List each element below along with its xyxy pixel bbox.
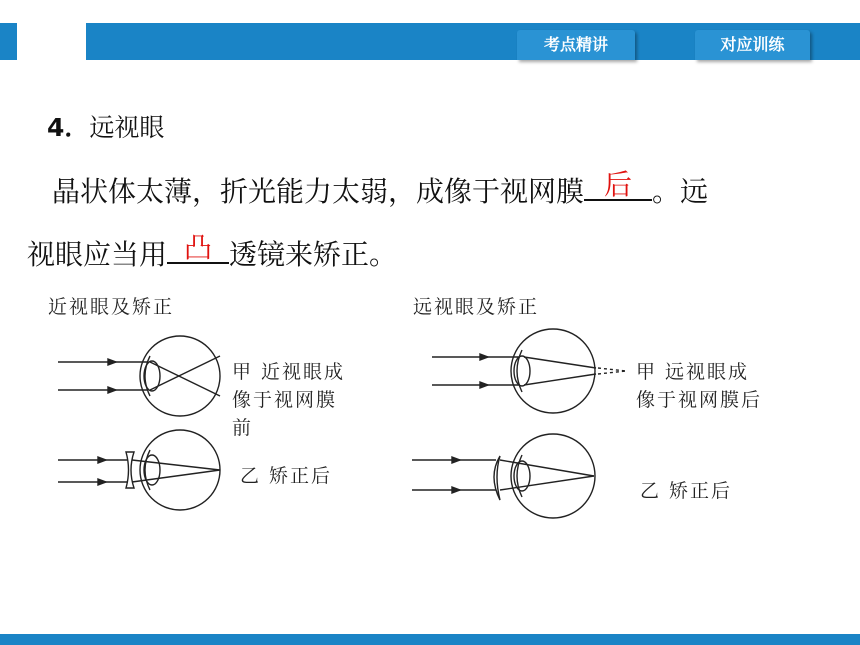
hyperopia-label-b: 乙 矫正后	[640, 480, 733, 502]
line2-post: 透镜来矫正。	[229, 238, 398, 271]
hyperopia-label-a-line2: 像于视网膜后	[636, 389, 763, 411]
tab-key-points[interactable]: 考点精讲	[517, 30, 635, 60]
line1-post: 。远	[652, 175, 709, 208]
myopia-figure-title: 近视眼及矫正	[48, 296, 175, 318]
myopia-label-a-line1: 甲 近视眼成	[232, 361, 346, 383]
myopia-eye-corrected	[58, 430, 220, 510]
myopia-label-a-line2: 像于视网膜	[232, 389, 338, 411]
hyperopia-label-a-line1: 甲 远视眼成	[636, 361, 750, 383]
myopia-label-a-line3: 前	[232, 417, 254, 439]
heading-text: 远视眼	[89, 113, 165, 142]
myopia-label-b: 乙 矫正后	[240, 465, 333, 487]
hyperopia-eye-corrected	[412, 434, 595, 518]
line1-pre: 晶状体太薄，折光能力太弱，成像于视网膜	[52, 175, 585, 208]
hyperopia-figure-title: 远视眼及矫正	[413, 296, 540, 318]
myopia-eye-uncorrected	[58, 336, 220, 416]
line2-pre: 视眼应当用	[27, 238, 168, 271]
answer-1: 后	[604, 168, 633, 201]
footer-bar	[0, 634, 860, 645]
answer-2: 凸	[184, 231, 213, 264]
heading-number: 4．	[47, 113, 90, 142]
tab-practice[interactable]: 对应训练	[695, 30, 810, 60]
hyperopia-eye-uncorrected	[432, 329, 626, 413]
